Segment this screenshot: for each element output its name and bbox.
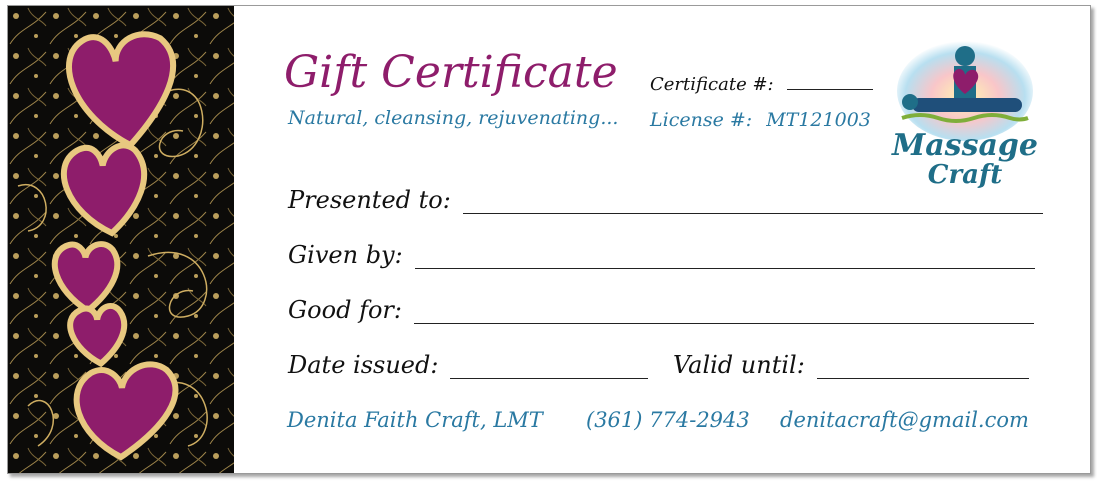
certificate-number-line	[787, 75, 873, 90]
footer-email[interactable]: denitacraft@gmail.com	[780, 408, 1029, 432]
license-value: MT121003	[766, 109, 871, 131]
footer-phone: (361) 774-2943	[586, 408, 750, 432]
certificate-number-label: Certificate #:	[650, 74, 774, 95]
valid-until-field	[673, 351, 1029, 379]
presented-to-line[interactable]	[463, 191, 1043, 214]
good-for-line[interactable]	[414, 301, 1034, 324]
given-by-line[interactable]	[415, 246, 1035, 269]
presented-to-field	[288, 186, 1043, 214]
gift-certificate	[7, 5, 1091, 474]
logo-text-line1: Massage	[892, 128, 1038, 163]
given-by-label: Given by:	[288, 241, 403, 269]
license-label: License #:	[650, 109, 753, 131]
given-by-field	[288, 241, 1035, 269]
certificate-number	[650, 74, 873, 95]
good-for-field	[288, 296, 1034, 324]
date-issued-field	[288, 351, 648, 379]
license	[650, 109, 871, 131]
massage-craft-logo	[890, 36, 1040, 196]
date-issued-line[interactable]	[450, 356, 648, 379]
valid-until-label: Valid until:	[673, 351, 805, 379]
certificate-title: Gift Certificate	[284, 47, 618, 98]
presented-to-label: Presented to:	[288, 186, 451, 214]
decorative-panel	[8, 6, 234, 473]
logo-text-line2: Craft	[927, 160, 1003, 190]
valid-until-line[interactable]	[817, 356, 1029, 379]
footer-name: Denita Faith Craft, LMT	[287, 408, 543, 432]
good-for-label: Good for:	[288, 296, 402, 324]
date-issued-label: Date issued:	[288, 351, 439, 379]
floral-pattern-image	[8, 6, 234, 473]
certificate-tagline: Natural, cleansing, rejuvenating...	[288, 107, 619, 129]
